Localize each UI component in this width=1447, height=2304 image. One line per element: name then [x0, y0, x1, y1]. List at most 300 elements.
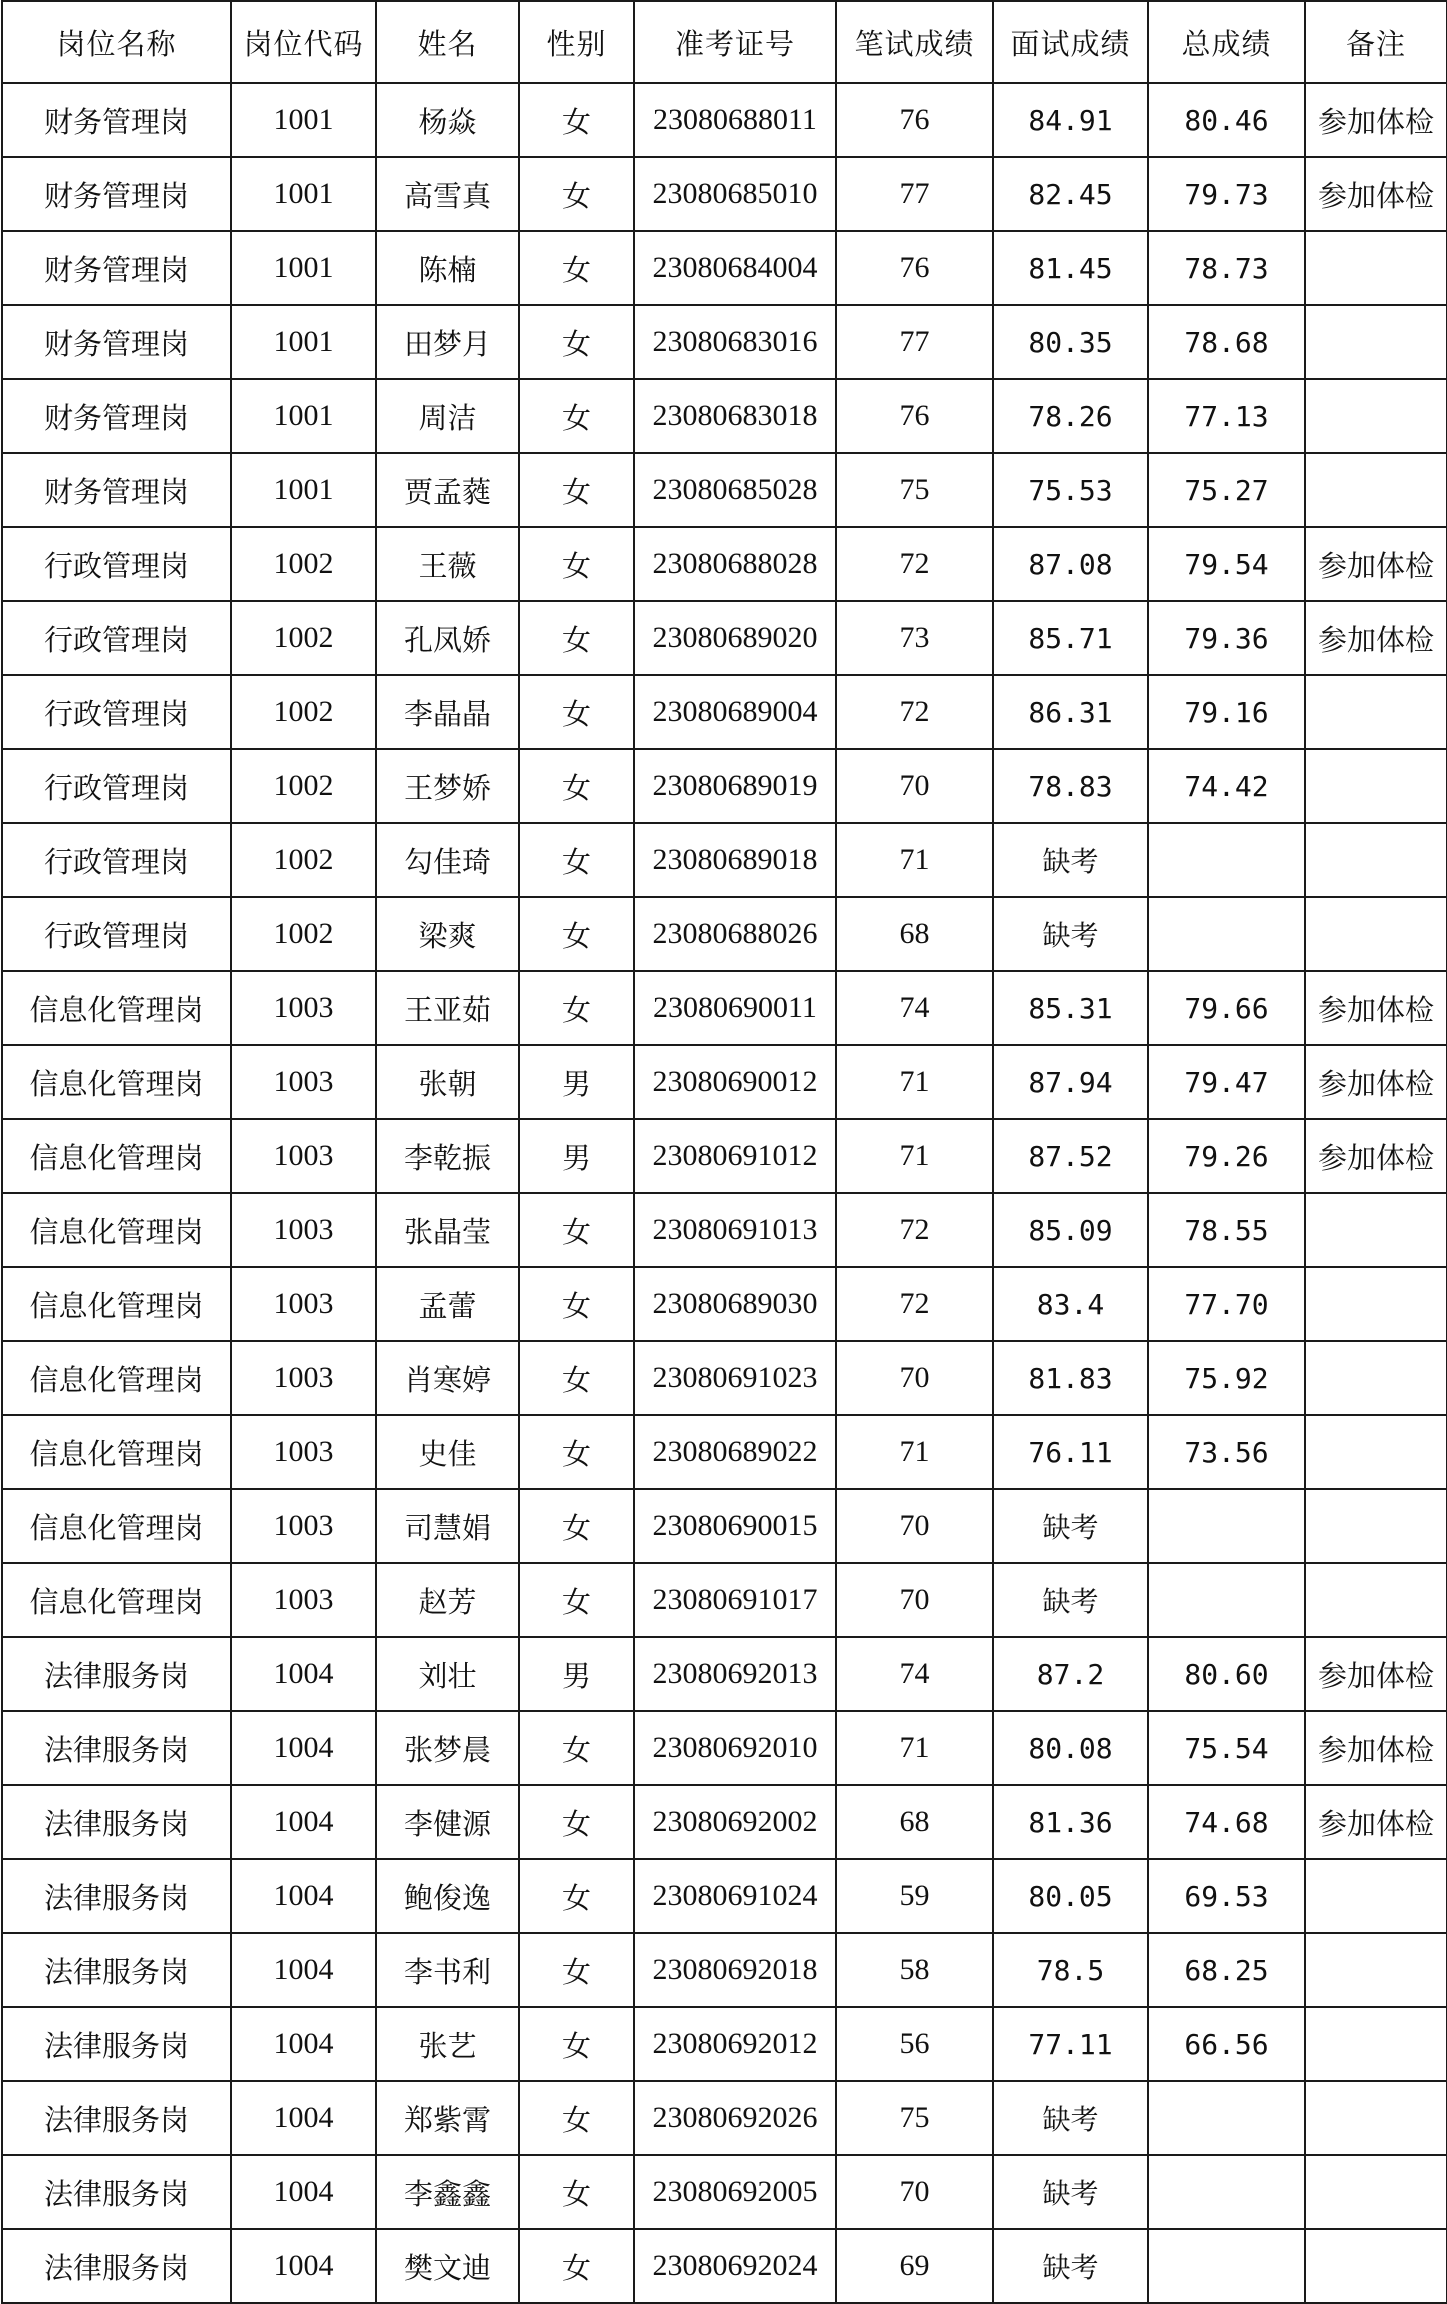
table-row: [2, 1193, 1447, 1267]
table-row: [2, 749, 1447, 823]
interview-score-cell: 84.91: [993, 83, 1148, 157]
position-code-cell: 1004: [231, 1785, 376, 1859]
position-code-cell: 1003: [231, 1341, 376, 1415]
name-cell: 王亚茹: [376, 971, 519, 1045]
position-name-cell: 信息化管理岗: [2, 1267, 231, 1341]
gender-cell: 女: [519, 83, 634, 157]
total-score-cell: 80.46: [1148, 83, 1305, 157]
position-name-cell: 信息化管理岗: [2, 1341, 231, 1415]
remarks-cell: 参加体检: [1305, 157, 1447, 231]
name-cell: 高雪真: [376, 157, 519, 231]
table-row: [2, 527, 1447, 601]
written-score-cell: 76: [836, 83, 993, 157]
position-name-cell: 信息化管理岗: [2, 1415, 231, 1489]
table-row: [2, 1341, 1447, 1415]
interview-score-cell: 缺考: [993, 2155, 1148, 2229]
position-code-cell: 1003: [231, 1193, 376, 1267]
header-remarks: 备注: [1305, 1, 1447, 83]
remarks-cell: [1305, 1563, 1447, 1637]
total-score-cell: [1148, 1563, 1305, 1637]
position-code-cell: 1001: [231, 231, 376, 305]
ticket-number-cell: 23080691017: [634, 1563, 836, 1637]
gender-cell: 女: [519, 971, 634, 1045]
ticket-number-cell: 23080691023: [634, 1341, 836, 1415]
written-score-cell: 72: [836, 1193, 993, 1267]
remarks-cell: [1305, 2081, 1447, 2155]
total-score-cell: 73.56: [1148, 1415, 1305, 1489]
position-name-cell: 法律服务岗: [2, 1785, 231, 1859]
remarks-cell: 参加体检: [1305, 1119, 1447, 1193]
ticket-number-cell: 23080692005: [634, 2155, 836, 2229]
ticket-number-cell: 23080692018: [634, 1933, 836, 2007]
total-score-cell: 79.54: [1148, 527, 1305, 601]
written-score-cell: 69: [836, 2229, 993, 2303]
position-code-cell: 1004: [231, 1637, 376, 1711]
ticket-number-cell: 23080685028: [634, 453, 836, 527]
ticket-number-cell: 23080691024: [634, 1859, 836, 1933]
total-score-cell: 79.73: [1148, 157, 1305, 231]
remarks-cell: 参加体检: [1305, 601, 1447, 675]
remarks-cell: 参加体检: [1305, 971, 1447, 1045]
position-name-cell: 财务管理岗: [2, 83, 231, 157]
ticket-number-cell: 23080689018: [634, 823, 836, 897]
table-row: [2, 2081, 1447, 2155]
gender-cell: 女: [519, 897, 634, 971]
ticket-number-cell: 23080692012: [634, 2007, 836, 2081]
remarks-cell: [1305, 2007, 1447, 2081]
gender-cell: 女: [519, 1933, 634, 2007]
position-code-cell: 1001: [231, 379, 376, 453]
gender-cell: 女: [519, 2229, 634, 2303]
name-cell: 赵芳: [376, 1563, 519, 1637]
name-cell: 李乾振: [376, 1119, 519, 1193]
interview-score-cell: 83.4: [993, 1267, 1148, 1341]
written-score-cell: 71: [836, 1711, 993, 1785]
remarks-cell: 参加体检: [1305, 1711, 1447, 1785]
position-code-cell: 1002: [231, 749, 376, 823]
total-score-cell: 79.16: [1148, 675, 1305, 749]
written-score-cell: 58: [836, 1933, 993, 2007]
remarks-cell: 参加体检: [1305, 1637, 1447, 1711]
remarks-cell: [1305, 1933, 1447, 2007]
interview-score-cell: 缺考: [993, 823, 1148, 897]
name-cell: 李健源: [376, 1785, 519, 1859]
table-row: [2, 1859, 1447, 1933]
interview-score-cell: 缺考: [993, 1563, 1148, 1637]
ticket-number-cell: 23080690015: [634, 1489, 836, 1563]
name-cell: 孔凤娇: [376, 601, 519, 675]
table-row: [2, 1045, 1447, 1119]
header-row: [2, 1, 1447, 83]
gender-cell: 男: [519, 1637, 634, 1711]
gender-cell: 女: [519, 231, 634, 305]
table-row: [2, 379, 1447, 453]
gender-cell: 女: [519, 2155, 634, 2229]
interview-score-cell: 85.71: [993, 601, 1148, 675]
position-code-cell: 1003: [231, 971, 376, 1045]
interview-score-cell: 78.5: [993, 1933, 1148, 2007]
total-score-cell: 69.53: [1148, 1859, 1305, 1933]
position-code-cell: 1003: [231, 1267, 376, 1341]
gender-cell: 女: [519, 305, 634, 379]
interview-score-cell: 85.09: [993, 1193, 1148, 1267]
interview-score-cell: 85.31: [993, 971, 1148, 1045]
total-score-cell: 77.70: [1148, 1267, 1305, 1341]
name-cell: 贾孟蕤: [376, 453, 519, 527]
table-row: [2, 675, 1447, 749]
position-code-cell: 1004: [231, 2007, 376, 2081]
position-name-cell: 法律服务岗: [2, 2155, 231, 2229]
header-ticket-number: 准考证号: [634, 1, 836, 83]
remarks-cell: [1305, 1193, 1447, 1267]
position-name-cell: 财务管理岗: [2, 157, 231, 231]
table-row: [2, 897, 1447, 971]
interview-score-cell: 87.2: [993, 1637, 1148, 1711]
position-code-cell: 1001: [231, 83, 376, 157]
ticket-number-cell: 23080689020: [634, 601, 836, 675]
gender-cell: 男: [519, 1119, 634, 1193]
ticket-number-cell: 23080689030: [634, 1267, 836, 1341]
written-score-cell: 77: [836, 305, 993, 379]
written-score-cell: 76: [836, 379, 993, 453]
interview-score-cell: 80.05: [993, 1859, 1148, 1933]
results-table: [1, 0, 1447, 2304]
gender-cell: 女: [519, 1267, 634, 1341]
remarks-cell: [1305, 453, 1447, 527]
name-cell: 司慧娟: [376, 1489, 519, 1563]
written-score-cell: 72: [836, 527, 993, 601]
position-code-cell: 1003: [231, 1489, 376, 1563]
position-name-cell: 财务管理岗: [2, 231, 231, 305]
ticket-number-cell: 23080688028: [634, 527, 836, 601]
header-interview-score: 面试成绩: [993, 1, 1148, 83]
written-score-cell: 70: [836, 2155, 993, 2229]
written-score-cell: 74: [836, 1637, 993, 1711]
table-row: [2, 2007, 1447, 2081]
gender-cell: 男: [519, 1045, 634, 1119]
position-name-cell: 信息化管理岗: [2, 1045, 231, 1119]
name-cell: 李鑫鑫: [376, 2155, 519, 2229]
table-row: [2, 1489, 1447, 1563]
written-score-cell: 71: [836, 1119, 993, 1193]
table-row: [2, 231, 1447, 305]
total-score-cell: 75.27: [1148, 453, 1305, 527]
gender-cell: 女: [519, 601, 634, 675]
table-row: [2, 823, 1447, 897]
interview-score-cell: 缺考: [993, 1489, 1148, 1563]
total-score-cell: 78.55: [1148, 1193, 1305, 1267]
interview-score-cell: 77.11: [993, 2007, 1148, 2081]
table-row: [2, 1637, 1447, 1711]
table-row: [2, 305, 1447, 379]
written-score-cell: 72: [836, 1267, 993, 1341]
gender-cell: 女: [519, 2081, 634, 2155]
remarks-cell: 参加体检: [1305, 1045, 1447, 1119]
remarks-cell: [1305, 1859, 1447, 1933]
header-position-name: 岗位名称: [2, 1, 231, 83]
ticket-number-cell: 23080692024: [634, 2229, 836, 2303]
name-cell: 张梦晨: [376, 1711, 519, 1785]
header-total-score: 总成绩: [1148, 1, 1305, 83]
name-cell: 田梦月: [376, 305, 519, 379]
position-name-cell: 法律服务岗: [2, 2229, 231, 2303]
total-score-cell: 79.26: [1148, 1119, 1305, 1193]
ticket-number-cell: 23080692026: [634, 2081, 836, 2155]
total-score-cell: 66.56: [1148, 2007, 1305, 2081]
ticket-number-cell: 23080684004: [634, 231, 836, 305]
total-score-cell: [1148, 2229, 1305, 2303]
total-score-cell: [1148, 2155, 1305, 2229]
interview-score-cell: 80.35: [993, 305, 1148, 379]
remarks-cell: [1305, 897, 1447, 971]
ticket-number-cell: 23080691012: [634, 1119, 836, 1193]
ticket-number-cell: 23080688026: [634, 897, 836, 971]
gender-cell: 女: [519, 749, 634, 823]
position-code-cell: 1003: [231, 1563, 376, 1637]
remarks-cell: [1305, 1489, 1447, 1563]
interview-score-cell: 87.94: [993, 1045, 1148, 1119]
interview-score-cell: 82.45: [993, 157, 1148, 231]
position-code-cell: 1003: [231, 1415, 376, 1489]
interview-score-cell: 87.52: [993, 1119, 1148, 1193]
position-name-cell: 财务管理岗: [2, 453, 231, 527]
total-score-cell: 77.13: [1148, 379, 1305, 453]
gender-cell: 女: [519, 1711, 634, 1785]
table-row: [2, 83, 1447, 157]
position-name-cell: 法律服务岗: [2, 2007, 231, 2081]
total-score-cell: 75.54: [1148, 1711, 1305, 1785]
gender-cell: 女: [519, 1341, 634, 1415]
name-cell: 张晶莹: [376, 1193, 519, 1267]
written-score-cell: 71: [836, 1415, 993, 1489]
table-row: [2, 2229, 1447, 2303]
total-score-cell: 79.36: [1148, 601, 1305, 675]
ticket-number-cell: 23080683018: [634, 379, 836, 453]
table-row: [2, 1711, 1447, 1785]
name-cell: 杨焱: [376, 83, 519, 157]
remarks-cell: [1305, 2155, 1447, 2229]
remarks-cell: 参加体检: [1305, 527, 1447, 601]
position-code-cell: 1002: [231, 675, 376, 749]
position-code-cell: 1004: [231, 1711, 376, 1785]
interview-score-cell: 78.26: [993, 379, 1148, 453]
position-code-cell: 1001: [231, 453, 376, 527]
name-cell: 孟蕾: [376, 1267, 519, 1341]
gender-cell: 女: [519, 527, 634, 601]
ticket-number-cell: 23080690012: [634, 1045, 836, 1119]
position-code-cell: 1003: [231, 1045, 376, 1119]
table-row: [2, 453, 1447, 527]
interview-score-cell: 缺考: [993, 897, 1148, 971]
position-code-cell: 1004: [231, 2155, 376, 2229]
interview-score-cell: 86.31: [993, 675, 1148, 749]
position-name-cell: 法律服务岗: [2, 1637, 231, 1711]
position-code-cell: 1002: [231, 601, 376, 675]
name-cell: 张朝: [376, 1045, 519, 1119]
total-score-cell: 68.25: [1148, 1933, 1305, 2007]
gender-cell: 女: [519, 2007, 634, 2081]
gender-cell: 女: [519, 1785, 634, 1859]
ticket-number-cell: 23080683016: [634, 305, 836, 379]
ticket-number-cell: 23080689022: [634, 1415, 836, 1489]
gender-cell: 女: [519, 1193, 634, 1267]
table-row: [2, 1119, 1447, 1193]
name-cell: 梁爽: [376, 897, 519, 971]
position-name-cell: 法律服务岗: [2, 1711, 231, 1785]
written-score-cell: 72: [836, 675, 993, 749]
written-score-cell: 70: [836, 749, 993, 823]
name-cell: 鲍俊逸: [376, 1859, 519, 1933]
position-code-cell: 1001: [231, 305, 376, 379]
table-row: [2, 1415, 1447, 1489]
ticket-number-cell: 23080688011: [634, 83, 836, 157]
written-score-cell: 56: [836, 2007, 993, 2081]
interview-score-cell: 80.08: [993, 1711, 1148, 1785]
total-score-cell: [1148, 1489, 1305, 1563]
remarks-cell: [1305, 749, 1447, 823]
name-cell: 肖寒婷: [376, 1341, 519, 1415]
written-score-cell: 71: [836, 823, 993, 897]
position-code-cell: 1004: [231, 2081, 376, 2155]
position-name-cell: 法律服务岗: [2, 2081, 231, 2155]
table-row: [2, 601, 1447, 675]
remarks-cell: [1305, 823, 1447, 897]
position-name-cell: 法律服务岗: [2, 1859, 231, 1933]
header-name: 姓名: [376, 1, 519, 83]
written-score-cell: 75: [836, 453, 993, 527]
position-code-cell: 1004: [231, 2229, 376, 2303]
written-score-cell: 74: [836, 971, 993, 1045]
position-name-cell: 信息化管理岗: [2, 1563, 231, 1637]
written-score-cell: 76: [836, 231, 993, 305]
table-row: [2, 1563, 1447, 1637]
interview-score-cell: 87.08: [993, 527, 1148, 601]
header-position-code: 岗位代码: [231, 1, 376, 83]
ticket-number-cell: 23080692002: [634, 1785, 836, 1859]
ticket-number-cell: 23080690011: [634, 971, 836, 1045]
name-cell: 张艺: [376, 2007, 519, 2081]
total-score-cell: [1148, 2081, 1305, 2155]
table-row: [2, 1267, 1447, 1341]
written-score-cell: 70: [836, 1563, 993, 1637]
gender-cell: 女: [519, 379, 634, 453]
gender-cell: 女: [519, 453, 634, 527]
interview-score-cell: 81.83: [993, 1341, 1148, 1415]
position-name-cell: 财务管理岗: [2, 305, 231, 379]
written-score-cell: 70: [836, 1489, 993, 1563]
remarks-cell: [1305, 1415, 1447, 1489]
written-score-cell: 68: [836, 897, 993, 971]
position-name-cell: 行政管理岗: [2, 675, 231, 749]
name-cell: 刘壮: [376, 1637, 519, 1711]
name-cell: 王薇: [376, 527, 519, 601]
position-code-cell: 1002: [231, 527, 376, 601]
remarks-cell: [1305, 231, 1447, 305]
remarks-cell: [1305, 379, 1447, 453]
position-name-cell: 行政管理岗: [2, 527, 231, 601]
total-score-cell: 74.68: [1148, 1785, 1305, 1859]
interview-score-cell: 81.45: [993, 231, 1148, 305]
ticket-number-cell: 23080689019: [634, 749, 836, 823]
position-name-cell: 信息化管理岗: [2, 971, 231, 1045]
name-cell: 郑紫霄: [376, 2081, 519, 2155]
gender-cell: 女: [519, 823, 634, 897]
position-code-cell: 1004: [231, 1933, 376, 2007]
name-cell: 李晶晶: [376, 675, 519, 749]
written-score-cell: 77: [836, 157, 993, 231]
name-cell: 王梦娇: [376, 749, 519, 823]
total-score-cell: 79.47: [1148, 1045, 1305, 1119]
remarks-cell: [1305, 675, 1447, 749]
gender-cell: 女: [519, 1489, 634, 1563]
interview-score-cell: 缺考: [993, 2081, 1148, 2155]
header-gender: 性别: [519, 1, 634, 83]
gender-cell: 女: [519, 675, 634, 749]
position-code-cell: 1004: [231, 1859, 376, 1933]
interview-score-cell: 78.83: [993, 749, 1148, 823]
total-score-cell: 78.73: [1148, 231, 1305, 305]
written-score-cell: 70: [836, 1341, 993, 1415]
remarks-cell: [1305, 1341, 1447, 1415]
position-name-cell: 财务管理岗: [2, 379, 231, 453]
written-score-cell: 71: [836, 1045, 993, 1119]
table-row: [2, 2155, 1447, 2229]
position-name-cell: 信息化管理岗: [2, 1119, 231, 1193]
table-row: [2, 1933, 1447, 2007]
total-score-cell: 80.60: [1148, 1637, 1305, 1711]
name-cell: 樊文迪: [376, 2229, 519, 2303]
remarks-cell: [1305, 2229, 1447, 2303]
interview-score-cell: 缺考: [993, 2229, 1148, 2303]
position-name-cell: 法律服务岗: [2, 1933, 231, 2007]
name-cell: 史佳: [376, 1415, 519, 1489]
ticket-number-cell: 23080692010: [634, 1711, 836, 1785]
name-cell: 周洁: [376, 379, 519, 453]
position-name-cell: 信息化管理岗: [2, 1193, 231, 1267]
gender-cell: 女: [519, 1563, 634, 1637]
total-score-cell: 78.68: [1148, 305, 1305, 379]
position-name-cell: 行政管理岗: [2, 823, 231, 897]
position-name-cell: 行政管理岗: [2, 897, 231, 971]
remarks-cell: 参加体检: [1305, 83, 1447, 157]
table-row: [2, 157, 1447, 231]
position-name-cell: 行政管理岗: [2, 601, 231, 675]
ticket-number-cell: 23080691013: [634, 1193, 836, 1267]
position-code-cell: 1002: [231, 897, 376, 971]
remarks-cell: [1305, 1267, 1447, 1341]
total-score-cell: 74.42: [1148, 749, 1305, 823]
ticket-number-cell: 23080685010: [634, 157, 836, 231]
table-row: [2, 971, 1447, 1045]
ticket-number-cell: 23080692013: [634, 1637, 836, 1711]
name-cell: 勾佳琦: [376, 823, 519, 897]
position-code-cell: 1001: [231, 157, 376, 231]
total-score-cell: [1148, 897, 1305, 971]
total-score-cell: [1148, 823, 1305, 897]
written-score-cell: 68: [836, 1785, 993, 1859]
interview-score-cell: 76.11: [993, 1415, 1148, 1489]
written-score-cell: 73: [836, 601, 993, 675]
written-score-cell: 75: [836, 2081, 993, 2155]
gender-cell: 女: [519, 1859, 634, 1933]
total-score-cell: 79.66: [1148, 971, 1305, 1045]
interview-score-cell: 75.53: [993, 453, 1148, 527]
gender-cell: 女: [519, 1415, 634, 1489]
table-row: [2, 1785, 1447, 1859]
position-code-cell: 1002: [231, 823, 376, 897]
remarks-cell: 参加体检: [1305, 1785, 1447, 1859]
header-written-score: 笔试成绩: [836, 1, 993, 83]
